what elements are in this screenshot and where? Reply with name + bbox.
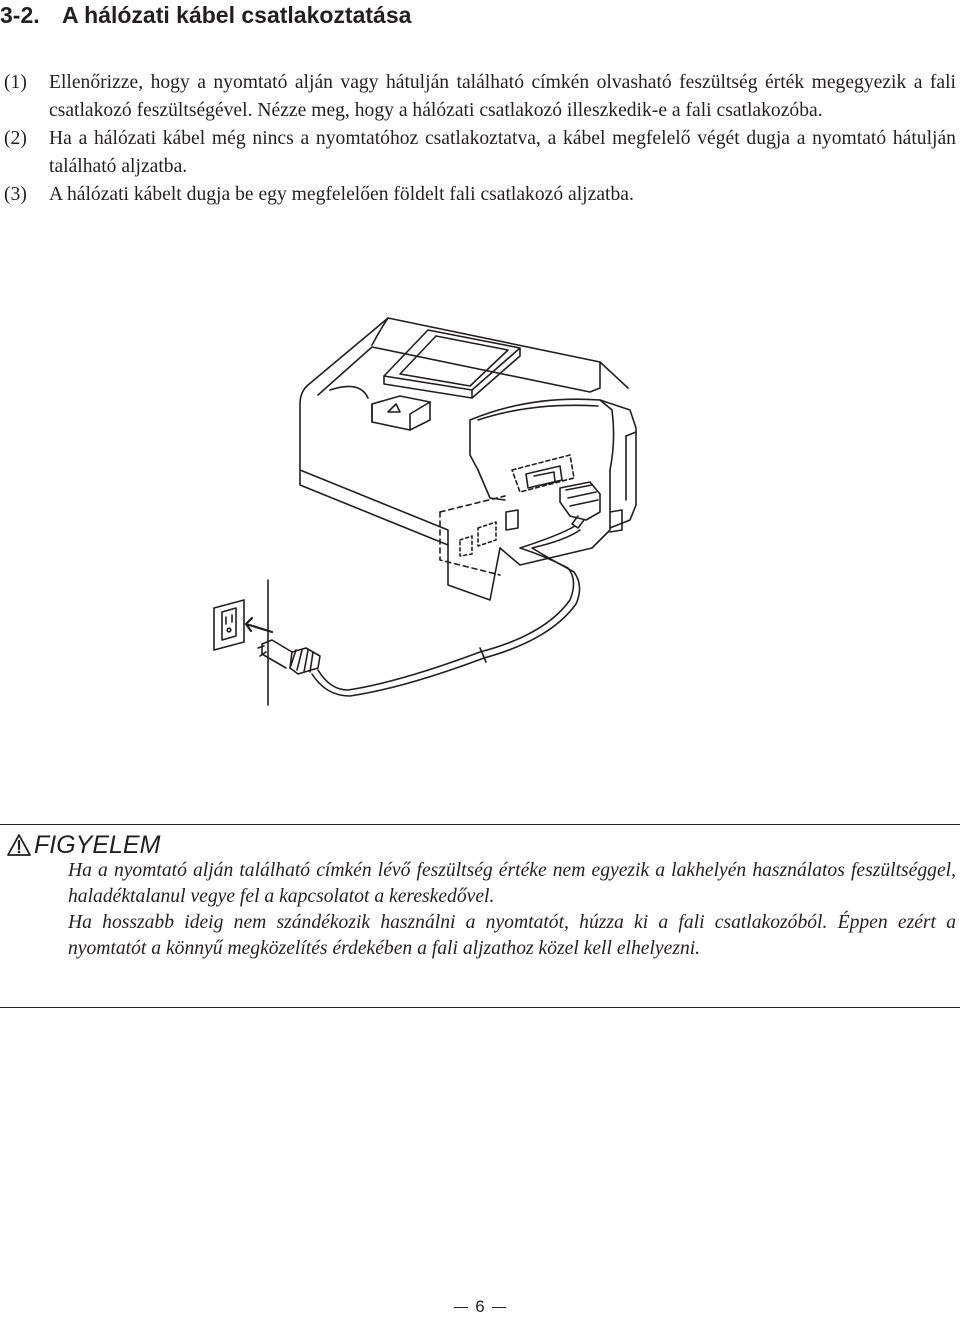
- step-2: [4, 125, 956, 181]
- wall-outlet-illustration: [214, 580, 268, 705]
- printer-illustration: [300, 318, 636, 600]
- power-cable-illustration: [258, 482, 600, 696]
- step-line: Ellenőrizze, hogy a nyomtató alján vagy hátulján található címkén olvasható feszültség: [49, 72, 758, 93]
- step-line: érték megegyezik a fali csatlakozó feszültségével. Nézze meg, hogy a hálózati csatlakozó: [49, 72, 956, 121]
- step-line: illeszkedik-e a fali csatlakozóba.: [566, 100, 823, 121]
- section-number: 3-2.: [0, 2, 40, 28]
- section-title: [0, 0, 411, 30]
- step-text: [49, 125, 956, 181]
- warning-title: FIGYELEM: [34, 831, 161, 859]
- step-list: [4, 69, 956, 209]
- step-number: (2): [4, 128, 27, 149]
- step-line: dugja a nyomtató hátulján található aljzatba.: [49, 128, 956, 177]
- warning-box: [0, 824, 960, 1008]
- warning-paragraph: Ha hosszabb ideig nem szándékozik használni a nyomtatót, húzza ki a fali csatlakozóból. Éppen ezért a nyomtatót a könnyű megközelítés érdekében a fali aljzathoz közel kell elhelyezni.: [68, 912, 956, 959]
- step-number: (1): [4, 72, 27, 93]
- step-3: [4, 181, 956, 209]
- warning-body: [68, 858, 956, 962]
- warning-header: [6, 829, 160, 861]
- step-1: [4, 69, 956, 125]
- warning-triangle-icon: [6, 833, 32, 857]
- step-line: A hálózati kábelt dugja be egy megfelelően földelt fali csatlakozó aljzatba.: [49, 184, 634, 205]
- step-text: [49, 69, 956, 125]
- printer-power-cable-illustration: [200, 295, 650, 715]
- page-number-dash: [492, 1307, 506, 1308]
- page-number-value: 6: [475, 1297, 485, 1316]
- step-number: (3): [4, 184, 27, 205]
- page-number-dash: [454, 1307, 468, 1308]
- page-number: [0, 1296, 960, 1318]
- step-text: [49, 181, 956, 209]
- section-title-text: A hálózati kábel csatlakoztatása: [62, 2, 412, 28]
- warning-paragraph: Ha a nyomtató alján található címkén lévő feszültség értéke nem egyezik a lakhelyén használatos feszültséggel, haladéktalanul vegye fel a kapcsolatot a kereskedővel.: [68, 860, 956, 907]
- step-line: Ha a hálózati kábel még nincs a nyomtatóhoz csatlakoztatva, a kábel megfelelő végét: [49, 128, 740, 149]
